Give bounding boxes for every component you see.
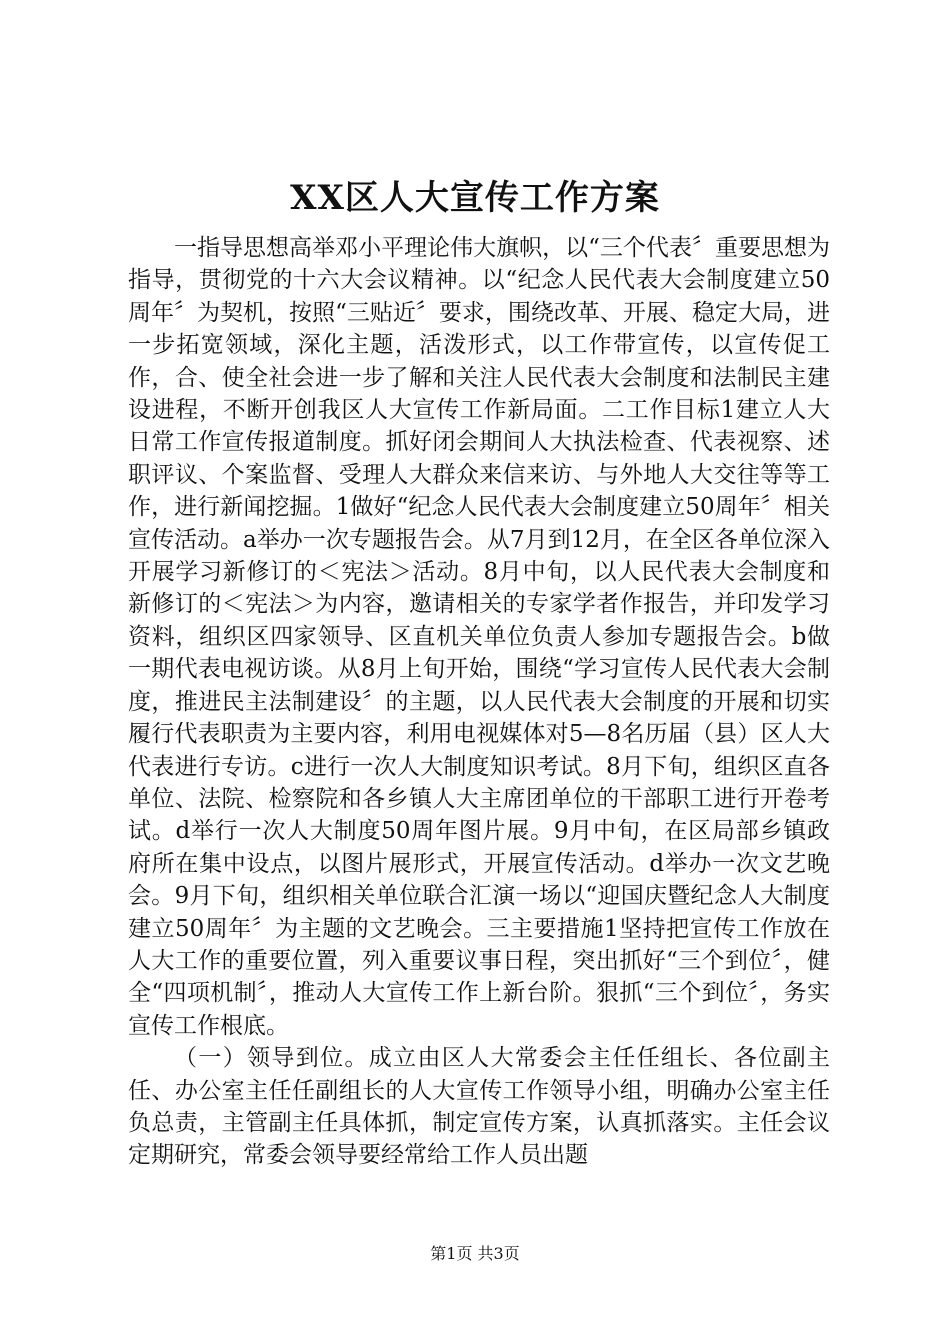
- document-body: [128, 232, 830, 1172]
- paragraph-1: 一指导思想高举邓小平理论伟大旗帜，以“三个代表〞重要思想为指导，贯彻党的十六大会议精神。以“纪念人民代表大会制度建立50周年〞为契机，按照“三贴近〞要求，围绕改革、开展、稳定大局，进一步拓宽领域，深化主题，活泼形式，以工作带宣传，以宣传促工作，合、使全社会进一步了解和关注人民代表大会制度和法制民主建设进程，不断开创我区人大宣传工作新局面。二工作目标1建立人大日常工作宣传报道制度。抓好闭会期间人大执法检查、代表视察、述职评议、个案监督、受理人大群众来信来访、与外地人大交往等等工作，进行新闻挖掘。1做好“纪念人民代表大会制度建立50周年〞相关宣传活动。a举办一次专题报告会。从7月到12月，在全区各单位深入开展学习新修订的＜宪法＞活动。8月中旬，以人民代表大会制度和新修订的＜宪法＞为内容，邀请相关的专家学者作报告，并印发学习资料，组织区四家领导、区直机关单位负责人参加专题报告会。b做一期代表电视访谈。从8月上旬开始，围绕“学习宣传人民代表大会制度，推进民主法制建设〞的主题，以人民代表大会制度的开展和切实履行代表职责为主要内容，利用电视媒体对5—8名历届（县）区人大代表进行专访。c进行一次人大制度知识考试。8月下旬，组织区直各单位、法院、检察院和各乡镇人大主席团单位的干部职工进行开卷考试。d举行一次人大制度50周年图片展。9月中旬，在区局部乡镇政府所在集中设点，以图片展形式，开展宣传活动。d举办一次文艺晚会。9月下旬，组织相关单位联合汇演一场以“迎国庆暨纪念人大制度建立50周年〞为主题的文艺晚会。三主要措施1坚持把宣传工作放在人大工作的重要位置，列入重要议事日程，突出抓好“三个到位〞，健全“四项机制〞，推动人大宣传工作上新台阶。狠抓“三个到位〞，务实宣传工作根底。: [128, 235, 830, 1039]
- paragraph-2: （一）领导到位。成立由区人大常委会主任任组长、各位副主任、办公室主任任副组长的人大宣传工作领导小组，明确办公室主任负总责，主管副主任具体抓，制定宣传方案，认真抓落实。主任会议定期研究，常委会领导要经常给工作人员出题: [128, 1045, 830, 1169]
- page-title: XX区人大宣传工作方案: [290, 178, 660, 218]
- page-number-footer: 第1页 共3页: [430, 1244, 520, 1263]
